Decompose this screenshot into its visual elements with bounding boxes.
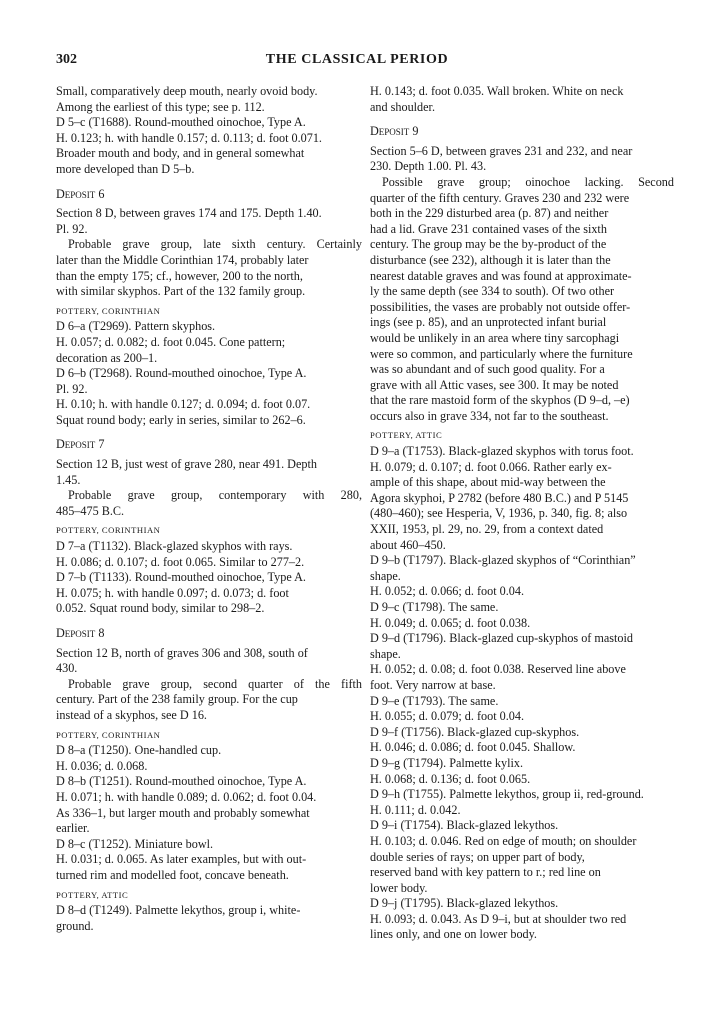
text-line: D 6–a (T2969). Pattern skyphos. [56,319,216,334]
spacer [370,115,674,124]
left-column [56,84,362,934]
text-line: reserved band with key pattern to r.; red line on [370,865,601,880]
text-line: both in the 229 disturbed area (p. 87) and neither [370,206,609,221]
text-line: about 460–450. [370,537,446,552]
text-line: Agora skyphoi, P 2782 (before 480 B.C.) and P 5145 [370,490,629,505]
text-line: Section 8 D, between graves 174 and 175. Depth 1.40. [56,206,322,221]
text-line: earlier. [56,821,90,836]
text-line: Pl. 92. [56,221,88,236]
text-line: 1.45. [56,472,81,487]
text-line: H. 0.143; d. foot 0.035. Wall broken. White on neck [370,84,624,98]
deposit-heading: Deposit 9 [370,124,419,139]
text-line: Broader mouth and body, and in general somewhat [56,146,305,161]
text-line: instead of a skyphos, see D 16. [56,707,207,722]
text-line: H. 0.123; h. with handle 0.157; d. 0.113; d. foot 0.071. [56,130,322,145]
text-line: shape. [370,646,401,661]
text-line: century. The group may be the by-product of the [370,237,607,252]
text-line: 485–475 B.C. [56,503,125,518]
category-heading: POTTERY, ATTIC [56,889,129,900]
spacer [56,617,362,626]
text-line: H. 0.093; d. 0.043. As D 9–i, but at shoulder two red [370,911,627,926]
text-line: ings (see p. 85), and an unprotected infant burial [370,315,607,330]
text-line: Section 12 B, north of graves 306 and 308, south of [56,645,308,660]
text-line: H. 0.086; d. 0.107; d. foot 0.065. Similar to 277–2. [56,554,305,569]
text-line: D 6–b (T2968). Round-mouthed oinochoe, Type A. [56,366,307,381]
text-line: decoration as 200–1. [56,350,158,365]
paragraph-start-line: Probable grave group, late sixth century. Certainly [68,237,362,252]
spacer [56,178,362,187]
text-line: D 9–e (T1793). The same. [370,693,499,708]
text-line: H. 0.071; h. with handle 0.089; d. 0.062; d. foot 0.04. [56,789,317,804]
text-line: Section 12 B, just west of grave 280, near 491. Depth [56,457,317,472]
text-line: H. 0.036; d. 0.068. [56,758,148,773]
text-line: H. 0.075; h. with handle 0.097; d. 0.073; d. foot [56,585,289,600]
text-line: (480–460); see Hesperia, V, 1936, p. 340, fig. 8; also [370,506,628,521]
text-line: was so abundant and of such good quality. For a [370,362,605,377]
text-line: were so common, and particularly where the furniture [370,346,633,361]
text-line: had a lid. Grave 231 contained vases of the sixth [370,221,607,236]
text-line: H. 0.031; d. 0.065. As later examples, but with out- [56,852,307,867]
text-line: Among the earliest of this type; see p. 112. [56,99,265,114]
text-line: D 9–g (T1794). Palmette kylix. [370,755,523,770]
text-line: D 9–d (T1796). Black-glazed cup-skyphos of mastoid [370,631,633,646]
text-line: D 9–i (T1754). Black-glazed lekythos. [370,818,559,833]
text-line: and shoulder. [370,99,435,114]
category-heading: POTTERY, CORINTHIAN [56,525,161,536]
text-line: H. 0.055; d. 0.079; d. foot 0.04. [370,709,525,724]
text-line: quarter of the fifth century. Graves 230 and 232 were [370,190,630,205]
text-line: lower body. [370,880,428,895]
text-line: H. 0.10; h. with handle 0.127; d. 0.094; d. foot 0.07. [56,397,311,412]
category-heading: POTTERY, CORINTHIAN [56,305,161,316]
text-line: than the empty 175; cf., however, 200 to the north, [56,268,303,283]
text-line: D 8–c (T1252). Miniature bowl. [56,836,214,851]
text-line: disturbance (see 232), although it is later than the [370,252,611,267]
text-line: grave with all Attic vases, see 300. It may be noted [370,377,619,392]
deposit-heading: Deposit 7 [56,437,105,452]
category-heading: POTTERY, ATTIC [370,430,443,441]
text-line: ground. [56,918,94,933]
spacer [56,428,362,437]
page-header [56,52,658,72]
text-line: H. 0.103; d. 0.046. Red on edge of mouth; on shoulder [370,833,637,848]
text-line: D 9–c (T1798). The same. [370,600,499,614]
text-line: possibilities, the vases are probably not outside offer- [370,299,631,314]
text-line: later than the Middle Corinthian 174, probably later [56,252,309,267]
text-line: D 8–d (T1249). Palmette lekythos, group i, white- [56,903,301,918]
text-line: D 7–a (T1132). Black-glazed skyphos with rays. [56,539,293,554]
text-line: H. 0.052; d. 0.066; d. foot 0.04. [370,584,525,599]
text-line: XXII, 1953, pl. 29, no. 29, from a context dated [370,522,604,537]
text-line: H. 0.046; d. 0.086; d. foot 0.045. Shallow. [370,740,576,755]
text-line: Pl. 92. [56,381,88,396]
text-line: nearest datable graves and was found at approximate- [370,268,632,283]
text-line: D 9–b (T1797). Black-glazed skyphos of “Corinthian” [370,553,636,568]
text-line: D 8–b (T1251). Round-mouthed oinochoe, Type A. [56,774,307,789]
text-line: lines only, and one on lower body. [370,927,537,942]
text-line: turned rim and modelled foot, concave beneath. [56,867,289,882]
text-line: As 336–1, but larger mouth and probably somewhat [56,805,310,820]
text-line: 430. [56,661,78,676]
text-line: would be unlikely in an area where tiny sarcophagi [370,330,620,345]
text-line: H. 0.079; d. 0.107; d. foot 0.066. Rather early ex- [370,459,612,474]
text-line: H. 0.052; d. 0.08; d. foot 0.038. Reserved line above [370,662,626,677]
text-line: Section 5–6 D, between graves 231 and 232, and near [370,143,633,158]
text-line: H. 0.068; d. 0.136; d. foot 0.065. [370,771,531,786]
text-line: D 9–a (T1753). Black-glazed skyphos with torus foot. [370,444,634,459]
paragraph-start-line: Probable grave group, contemporary with 280, [68,488,362,503]
text-line: D 5–c (T1688). Round-mouthed oinochoe, Type A. [56,115,306,130]
text-line: D 9–h (T1755). Palmette lekythos, group ii, red-ground. [370,787,644,802]
page-number: 302 [56,52,77,67]
category-heading: POTTERY, CORINTHIAN [56,729,161,740]
text-line: occurs also in grave 334, not far to the southeast. [370,408,609,423]
text-line: Squat round body; early in series, similar to 262–6. [56,412,306,427]
text-line: 0.052. Squat round body, similar to 298–2. [56,601,265,616]
text-line: ly the same depth (see 334 to south). Of two other [370,284,615,299]
deposit-heading: Deposit 6 [56,186,105,201]
text-line: that the rare mastoid form of the skyphos (D 9–d, –e) [370,393,630,408]
text-line: D 8–a (T1250). One-handled cup. [56,743,222,758]
text-line: foot. Very narrow at base. [370,677,496,692]
text-line: D 9–j (T1795). Black-glazed lekythos. [370,896,559,911]
deposit-heading: Deposit 8 [56,626,105,640]
paragraph-start-line: Possible grave group; oinochoe lacking. Second [382,174,674,189]
text-line: double series of rays; on upper part of body, [370,849,585,864]
right-column [370,84,674,943]
text-line: D 7–b (T1133). Round-mouthed oinochoe, Type A. [56,570,306,585]
text-line: H. 0.111; d. 0.042. [370,802,461,817]
text-line: shape. [370,568,401,583]
text-line: Small, comparatively deep mouth, nearly ovoid body. [56,84,318,98]
text-line: more developed than D 5–b. [56,161,195,176]
text-line: H. 0.057; d. 0.082; d. foot 0.045. Cone pattern; [56,334,286,349]
text-line: century. Part of the 238 family group. For the cup [56,692,298,707]
text-line: with similar skyphos. Part of the 132 family group. [56,284,306,299]
paragraph-start-line: Probable grave group, second quarter of the fifth [68,676,362,691]
text-line: D 9–f (T1756). Black-glazed cup-skyphos. [370,724,580,739]
text-line: 230. Depth 1.00. Pl. 43. [370,159,487,174]
text-line: ample of this shape, about mid-way between the [370,475,606,490]
running-head: THE CLASSICAL PERIOD [265,52,449,67]
text-line: H. 0.049; d. 0.065; d. foot 0.038. [370,615,531,630]
